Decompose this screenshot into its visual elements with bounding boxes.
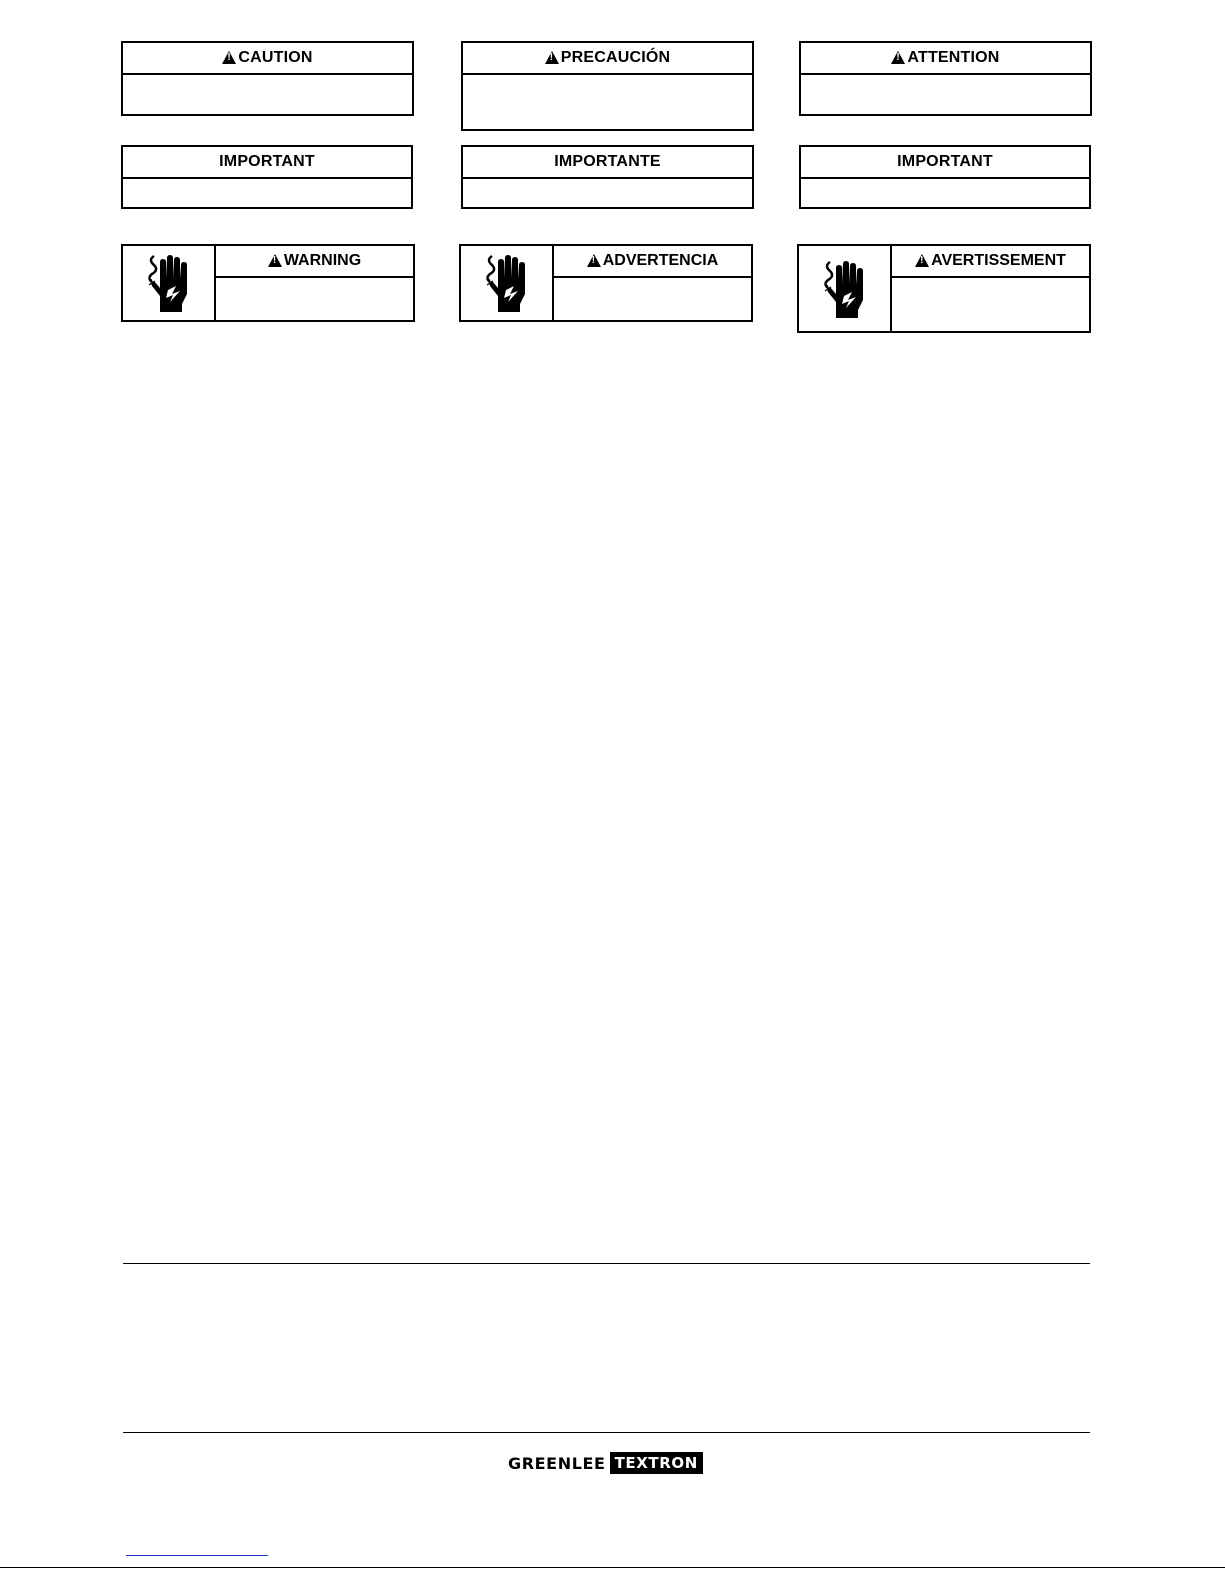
important-header: [123, 147, 411, 179]
greenlee-textron-logo: [508, 1452, 703, 1474]
page-bottom-rule: [0, 1567, 1225, 1568]
caution-title: CAUTION: [238, 49, 313, 66]
important-box-en: [121, 145, 413, 209]
warning-triangle-icon: [587, 254, 601, 267]
importante-header: [463, 147, 752, 179]
warning-header: [216, 246, 413, 278]
important-title: IMPORTANT: [219, 153, 315, 170]
warning-triangle-icon: [915, 254, 929, 267]
important-box-fr: [799, 145, 1091, 209]
warning-title: WARNING: [283, 252, 362, 269]
electrical-shock-hand-icon: [799, 246, 892, 331]
precaucion-box: [461, 41, 754, 131]
advertencia-header: [554, 246, 751, 278]
importante-box: [461, 145, 754, 209]
footer-rule-bottom: [123, 1432, 1090, 1433]
attention-header: [801, 43, 1090, 75]
avertissement-box: [797, 244, 1091, 333]
electrical-shock-hand-icon: [461, 246, 554, 320]
advertencia-title: ADVERTENCIA: [602, 252, 719, 269]
brand-tag: TEXTRON: [610, 1452, 703, 1474]
warning-triangle-icon: [545, 51, 559, 64]
warning-triangle-icon: [268, 254, 282, 267]
attention-title: ATTENTION: [907, 49, 1000, 66]
warning-triangle-icon: [222, 51, 236, 64]
footer-rule-top: [123, 1263, 1090, 1264]
warning-box: [121, 244, 415, 322]
brand-name: GREENLEE: [508, 1453, 606, 1473]
avertissement-header: [892, 246, 1089, 278]
precaucion-title: PRECAUCIÓN: [560, 49, 671, 66]
important-header: [801, 147, 1089, 179]
caution-header: [123, 43, 412, 75]
warning-triangle-icon: [891, 51, 905, 64]
avertissement-title: AVERTISSEMENT: [931, 252, 1066, 269]
advertencia-box: [459, 244, 753, 322]
electrical-shock-hand-icon: [123, 246, 216, 320]
precaucion-header: [463, 43, 752, 75]
underline-link-mark: [126, 1555, 268, 1556]
attention-box: [799, 41, 1092, 116]
important-title: IMPORTANT: [897, 153, 993, 170]
caution-box: [121, 41, 414, 116]
importante-title: IMPORTANTE: [554, 153, 661, 170]
